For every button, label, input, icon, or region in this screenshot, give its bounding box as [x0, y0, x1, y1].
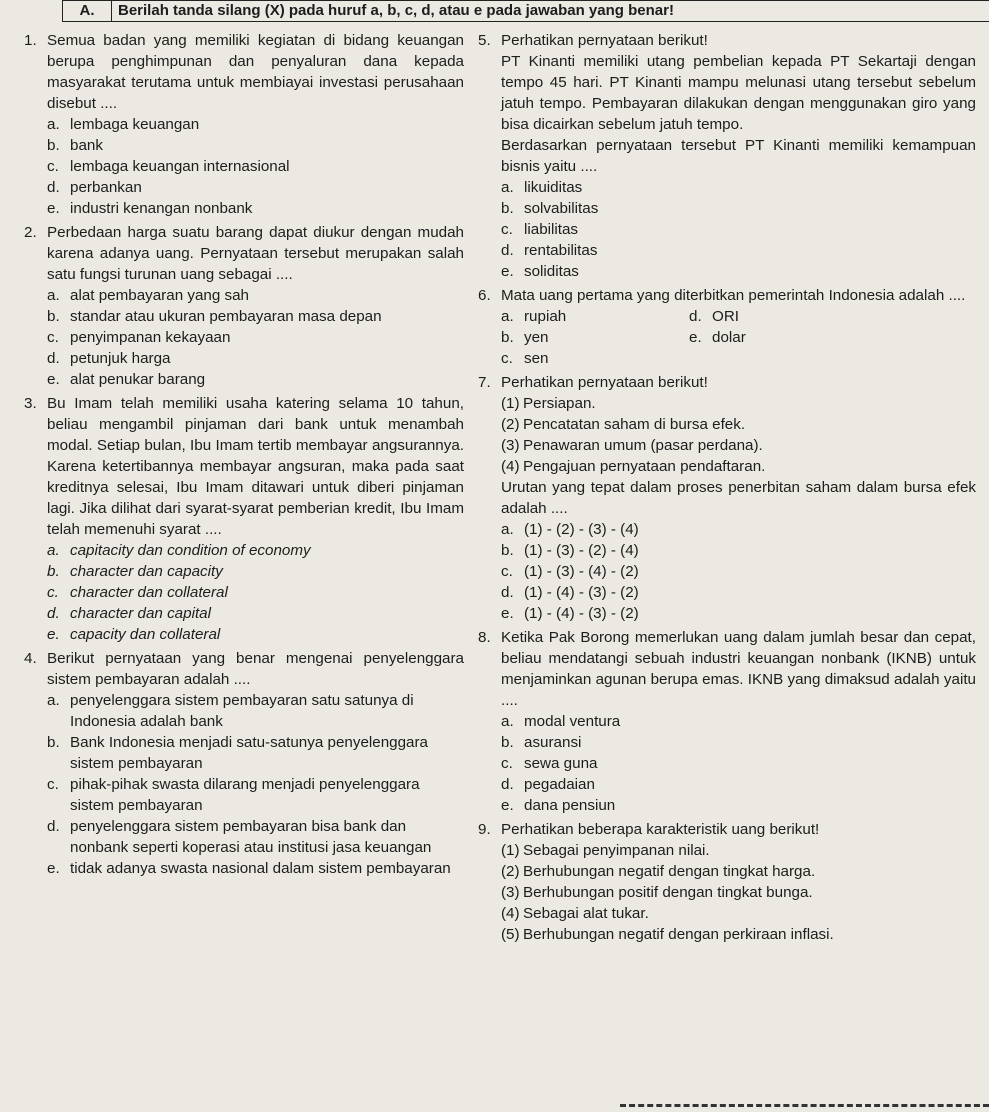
option-c[interactable]: c. pihak-pihak swasta dilarang menjadi penyelenggara sistem pembayaran: [47, 776, 420, 814]
option-c[interactable]: c. sewa guna: [501, 755, 598, 772]
option-a[interactable]: a. lembaga keuangan: [47, 116, 200, 133]
question-4: [24, 648, 464, 879]
statement-item: (5) Berhubungan negatif dengan perkiraan inflasi.: [501, 926, 834, 943]
question-intro: Perhatikan pernyataan berikut!: [501, 374, 708, 391]
option-e[interactable]: e. (1) - (4) - (3) - (2): [501, 605, 639, 622]
option-a[interactable]: a. rupiah: [501, 308, 567, 325]
question-1: [24, 30, 464, 219]
option-c[interactable]: c. liabilitas: [501, 221, 579, 238]
statement-item: (2) Berhubungan negatif dengan tingkat harga.: [501, 863, 816, 880]
option-c[interactable]: c. character dan collateral: [47, 584, 228, 601]
option-d[interactable]: d. (1) - (4) - (3) - (2): [501, 584, 639, 601]
option-b[interactable]: b. asuransi: [501, 734, 582, 751]
question-number: 5.: [478, 32, 491, 49]
question-5: [478, 30, 976, 282]
option-e[interactable]: e. soliditas: [501, 263, 579, 280]
question-stem: Bu Imam telah memiliki usaha katering selama 10 tahun, beliau mengambil pinjaman dari bank untuk menambah modal. Setiap bulan, Ibu Imam tertib membayar angsurannya. Karena ketertibannya membayar angsuran, maka pada saat kreditnya selesai, Ibu Imam ditawari untuk diberi pinjaman lagi. Jika dilihat dari syarat-syarat pemberian kredit, Ibu Imam telah memenuhi syarat ....: [47, 395, 464, 538]
question-stem: Ketika Pak Borong memerlukan uang dalam jumlah besar dan cepat, beliau mendatangi sebuah industri keuangan nonbank (IKNB) untuk menjaminkan agunan berupa emas. IKNB yang dimaksud adalah yaitu ....: [501, 629, 976, 709]
option-b[interactable]: b. yen: [501, 329, 549, 346]
question-conclusion: Berdasarkan pernyataan tersebut PT Kinanti memiliki kemampuan bisnis yaitu ....: [501, 137, 976, 175]
option-e[interactable]: e. tidak adanya swasta nasional dalam sistem pembayaran: [47, 860, 451, 877]
question-2: [24, 222, 464, 390]
option-d[interactable]: d. rentabilitas: [501, 242, 598, 259]
option-e[interactable]: e. industri kenangan nonbank: [47, 200, 253, 217]
option-a[interactable]: a. modal ventura: [501, 713, 621, 730]
page-bottom-divider: [620, 1104, 989, 1107]
option-d[interactable]: d. petunjuk harga: [47, 350, 171, 367]
question-number: 8.: [478, 629, 491, 646]
option-c[interactable]: c. penyimpanan kekayaan: [47, 329, 231, 346]
question-stem: Mata uang pertama yang diterbitkan pemerintah Indonesia adalah ....: [501, 287, 966, 304]
statement-item: (3) Berhubungan positif dengan tingkat bunga.: [501, 884, 813, 901]
question-number: 7.: [478, 374, 491, 391]
section-label: A.: [62, 1, 112, 21]
question-stem: Perbedaan harga suatu barang dapat diukur dengan mudah karena adanya uang. Pernyataan tersebut merupakan salah satu fungsi turunan uang sebagai ....: [47, 224, 464, 283]
question-number: 3.: [24, 395, 37, 412]
option-a[interactable]: a. (1) - (2) - (3) - (4): [501, 521, 639, 538]
question-stem: Semua badan yang memiliki kegiatan di bidang keuangan berupa penghimpunan dan penyaluran dana kepada masyarakat terutama untuk membiayai investasi perusahaan disebut ....: [47, 32, 464, 112]
options-grid: [501, 306, 976, 369]
option-a[interactable]: a. likuiditas: [501, 179, 583, 196]
question-stem: Berikut pernyataan yang benar mengenai penyelenggara sistem pembayaran adalah ....: [47, 650, 464, 688]
option-d[interactable]: d. ORI: [689, 308, 740, 325]
statement-item: (1) Persiapan.: [501, 395, 596, 412]
question-number: 2.: [24, 224, 37, 241]
option-b[interactable]: b. solvabilitas: [501, 200, 599, 217]
option-b[interactable]: b. bank: [47, 137, 103, 154]
option-d[interactable]: d. character dan capital: [47, 605, 211, 622]
statement-item: (4) Sebagai alat tukar.: [501, 905, 649, 922]
option-c[interactable]: c. lembaga keuangan internasional: [47, 158, 290, 175]
option-a[interactable]: a. penyelenggara sistem pembayaran satu satunya di Indonesia adalah bank: [47, 692, 414, 730]
question-conclusion: Urutan yang tepat dalam proses penerbitan saham dalam bursa efek adalah ....: [501, 479, 976, 517]
right-column: [478, 30, 976, 948]
question-8: [478, 627, 976, 816]
statement-item: (2) Pencatatan saham di bursa efek.: [501, 416, 746, 433]
question-7: [478, 372, 976, 624]
option-c[interactable]: c. (1) - (3) - (4) - (2): [501, 563, 639, 580]
option-b[interactable]: b. (1) - (3) - (2) - (4): [501, 542, 639, 559]
statement-item: (1) Sebagai penyimpanan nilai.: [501, 842, 710, 859]
question-number: 6.: [478, 287, 491, 304]
question-9: [478, 819, 976, 945]
option-a[interactable]: a. capitacity dan condition of economy: [47, 542, 311, 559]
statement-item: (4) Pengajuan pernyataan pendaftaran.: [501, 458, 766, 475]
question-6: [478, 285, 976, 369]
question-number: 9.: [478, 821, 491, 838]
option-e[interactable]: e. alat penukar barang: [47, 371, 206, 388]
option-e[interactable]: e. capacity dan collateral: [47, 626, 221, 643]
option-d[interactable]: d. penyelenggara sistem pembayaran bisa bank dan nonbank seperti koperasi atau institusi jasa keuangan: [47, 818, 432, 856]
question-intro: Perhatikan beberapa karakteristik uang berikut!: [501, 821, 820, 838]
option-c[interactable]: c. sen: [501, 350, 549, 367]
option-d[interactable]: d. perbankan: [47, 179, 142, 196]
option-b[interactable]: b. Bank Indonesia menjadi satu-satunya penyelenggara sistem pembayaran: [47, 734, 428, 772]
question-number: 4.: [24, 650, 37, 667]
question-3: [24, 393, 464, 645]
option-a[interactable]: a. alat pembayaran yang sah: [47, 287, 249, 304]
option-e[interactable]: e. dolar: [689, 329, 746, 346]
left-column: [24, 30, 464, 882]
section-header: [62, 0, 989, 22]
option-b[interactable]: b. character dan capacity: [47, 563, 223, 580]
option-e[interactable]: e. dana pensiun: [501, 797, 616, 814]
statement-item: (3) Penawaran umum (pasar perdana).: [501, 437, 763, 454]
question-number: 1.: [24, 32, 37, 49]
question-intro: Perhatikan pernyataan berikut!: [501, 32, 708, 49]
option-b[interactable]: b. standar atau ukuran pembayaran masa depan: [47, 308, 382, 325]
question-statement: PT Kinanti memiliki utang pembelian kepada PT Sekartaji dengan tempo 45 hari. PT Kinanti mampu melunasi utang tersebut sebelum jatuh tempo. Pembayaran dilakukan dengan menggunakan giro yang bisa dicairkan sebelum jatuh tempo.: [501, 53, 976, 133]
option-d[interactable]: d. pegadaian: [501, 776, 595, 793]
section-instruction: Berilah tanda silang (X) pada huruf a, b, c, d, atau e pada jawaban yang benar!: [118, 2, 674, 19]
